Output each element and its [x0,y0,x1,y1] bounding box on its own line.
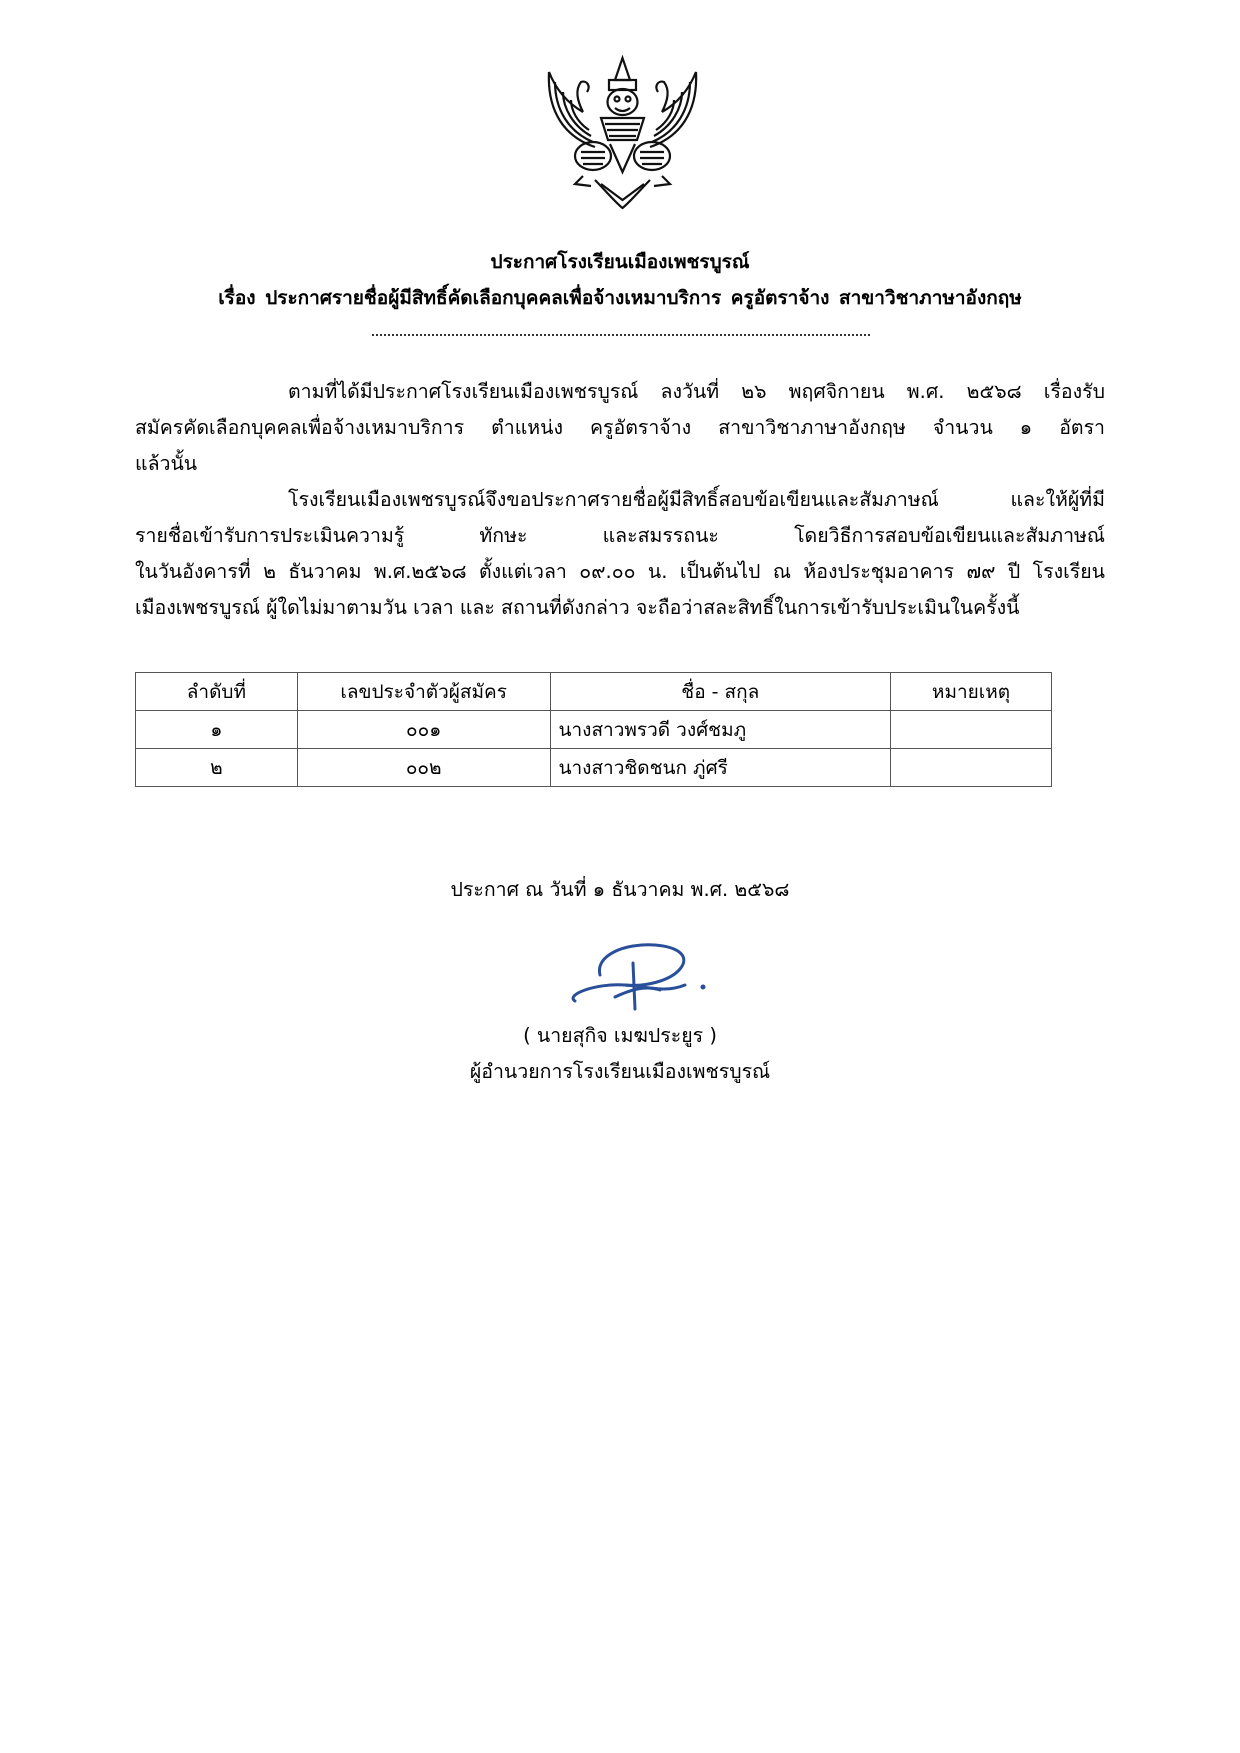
title-block [0,244,1240,316]
cell-remark [891,711,1052,749]
cell-order: ๒ [136,749,298,787]
signer-block [0,1018,1240,1090]
paragraph-line: แล้วนั้น [135,452,198,475]
paragraph-1 [135,374,1105,482]
paragraph-line: รายชื่อเข้ารับการประเมินความรู้ ทักษะ และสมรรถนะ โดยวิธีการสอบข้อเขียนและสัมภาษณ์ [135,524,1105,547]
cell-order: ๑ [136,711,298,749]
announcement-date: ประกาศ ณ วันที่ ๑ ธันวาคม พ.ศ. ๒๕๖๘ [450,878,790,901]
header-order: ลำดับที่ [136,673,298,711]
paragraph-line: สมัครคัดเลือกบุคคลเพื่อจ้างเหมาบริการ ตำแหน่ง ครูอัตราจ้าง สาขาวิชาภาษาอังกฤษ จำนวน ๑ อัตรา [135,416,1105,439]
cell-applicant-id: ๐๐๒ [297,749,550,787]
cell-applicant-id: ๐๐๑ [297,711,550,749]
document-subject: เรื่อง ประกาศรายชื่อผู้มีสิทธิ์คัดเลือกบุคคลเพื่อจ้างเหมาบริการ ครูอัตราจ้าง สาขาวิชาภาษาอังกฤษ [218,287,1022,309]
cell-name: นางสาวพรวดี วงศ์ชมภู [550,711,891,749]
paragraph-line: ในวันอังคารที่ ๒ ธันวาคม พ.ศ.๒๕๖๘ ตั้งแต่เวลา ๐๙.๐๐ น. เป็นต้นไป ณ ห้องประชุมอาคาร ๗๙ ปี โรงเรียน [135,560,1105,583]
signer-position: ผู้อำนวยการโรงเรียนเมืองเพชรบูรณ์ [469,1060,771,1083]
cell-name: นางสาวชิดชนก ภู่ศรี [550,749,891,787]
paragraph-line: เมืองเพชรบูรณ์ ผู้ใดไม่มาตามวัน เวลา และ สถานที่ดังกล่าว จะถือว่าสละสิทธิ์ในการเข้ารับประเมินในครั้งนี้ [135,596,1020,619]
paragraph-line: โรงเรียนเมืองเพชรบูรณ์จึงขอประกาศรายชื่อผู้มีสิทธิ์สอบข้อเขียนและสัมภาษณ์ และให้ผู้ที่มี [288,488,1105,511]
signer-name: ( นายสุกิจ เมฆประยูร ) [523,1024,717,1047]
table-header-row [136,673,1052,711]
signature-icon [555,935,735,1015]
cell-remark [891,749,1052,787]
header-remark: หมายเหตุ [891,673,1052,711]
table-row [136,711,1052,749]
candidate-table [135,672,1052,787]
garuda-emblem-icon [535,52,710,212]
dotted-divider [372,326,870,336]
paragraph-line: ตามที่ได้มีประกาศโรงเรียนเมืองเพชรบูรณ์ ลงวันที่ ๒๖ พฤศจิกายน พ.ศ. ๒๕๖๘ เรื่องรับ [288,380,1105,403]
header-name: ชื่อ - สกุล [550,673,891,711]
header-applicant-id: เลขประจำตัวผู้สมัคร [297,673,550,711]
table-row [136,749,1052,787]
paragraph-2 [135,482,1105,626]
document-title: ประกาศโรงเรียนเมืองเพชรบูรณ์ [490,251,750,273]
